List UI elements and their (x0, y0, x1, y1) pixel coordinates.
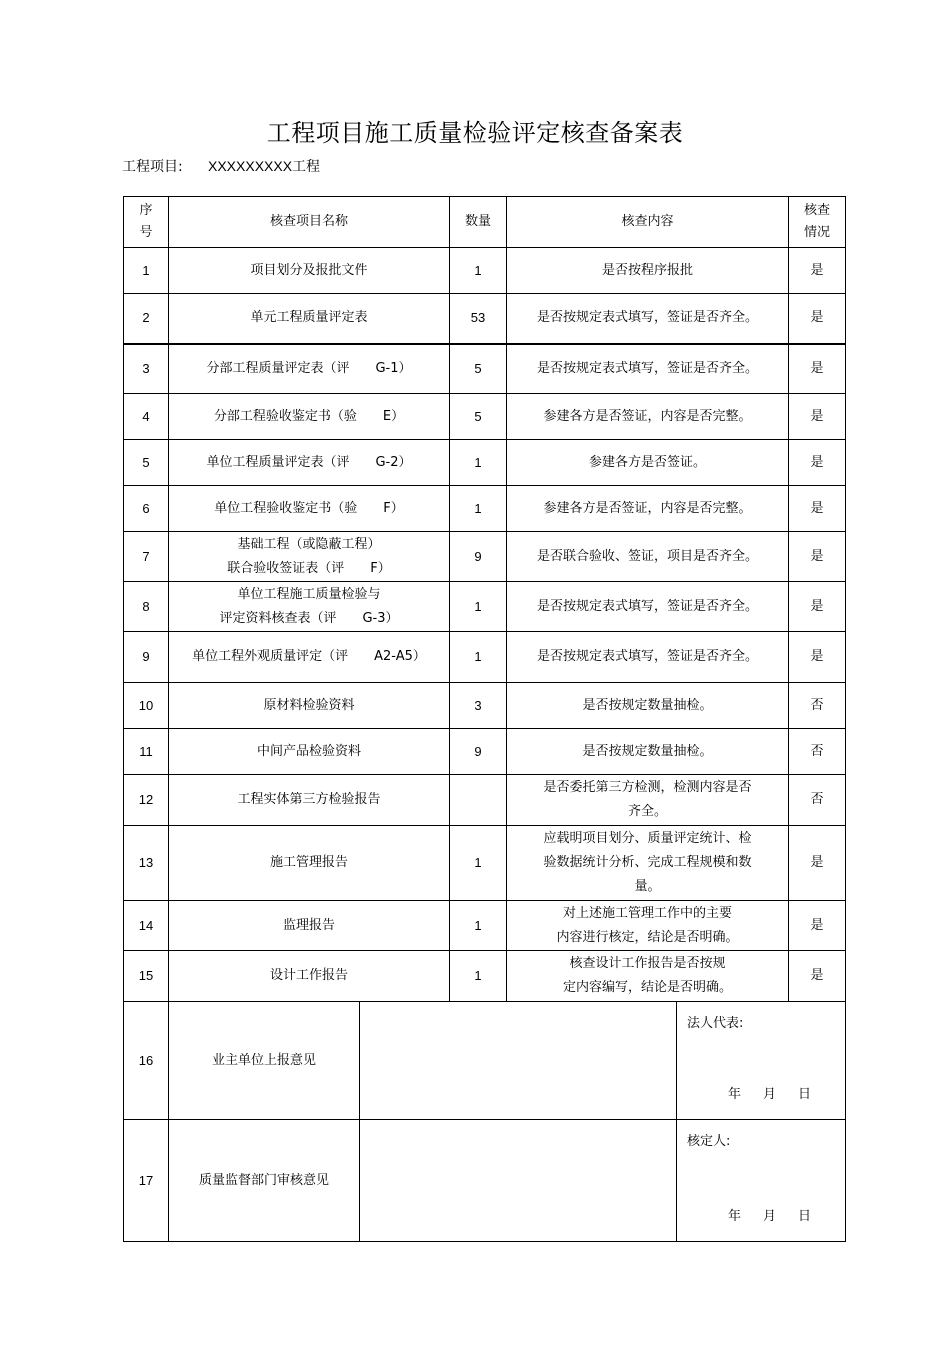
row-index: 8 (124, 582, 169, 632)
row-count: 1 (450, 486, 507, 532)
row-count: 1 (450, 901, 507, 951)
table-row (124, 486, 846, 532)
project-line (122, 156, 320, 176)
row-content: 对上述施工管理工作中的主要 内容进行核定，结论是否明确。 (507, 901, 789, 951)
row-index: 1 (124, 248, 169, 294)
row-name: 工程实体第三方检验报告 (169, 775, 450, 826)
header-name: 核查项目名称 (169, 197, 450, 248)
row-result: 否 (789, 683, 846, 729)
row-result: 是 (789, 532, 846, 582)
row-content: 是否按规定数量抽检。 (507, 729, 789, 775)
row-count: 9 (450, 532, 507, 582)
table-row (124, 532, 846, 582)
signature-date (706, 1083, 811, 1107)
signature-cell (677, 1002, 846, 1120)
table-row (124, 582, 846, 632)
opinion-text-area[interactable] (360, 1120, 677, 1242)
row-content: 核查设计工作报告是否按规 定内容编写，结论是否明确。 (507, 951, 789, 1002)
row-index: 13 (124, 826, 169, 901)
row-result: 否 (789, 775, 846, 826)
row-index: 2 (124, 294, 169, 344)
row-count: 5 (450, 344, 507, 394)
row-name: 基础工程（或隐蔽工程） 联合验收签证表（评 F） (169, 532, 450, 582)
project-label: 工程项目: (122, 159, 183, 175)
row-name: 施工管理报告 (169, 826, 450, 901)
signature-label: 法人代表: (687, 1016, 744, 1031)
row-index: 15 (124, 951, 169, 1002)
row-count: 3 (450, 683, 507, 729)
row-index: 12 (124, 775, 169, 826)
row-result: 是 (789, 394, 846, 440)
signature-date (706, 1205, 811, 1229)
row-name: 中间产品检验资料 (169, 729, 450, 775)
row-name: 项目划分及报批文件 (169, 248, 450, 294)
row-content: 是否联合验收、签证，项目是否齐全。 (507, 532, 789, 582)
row-name: 分部工程验收鉴定书（验 E） (169, 394, 450, 440)
row-count: 1 (450, 632, 507, 683)
row-count: 1 (450, 248, 507, 294)
row-content: 参建各方是否签证，内容是否完整。 (507, 394, 789, 440)
row-name: 单元工程质量评定表 (169, 294, 450, 344)
project-value: XXXXXXXXX工程 (208, 158, 321, 174)
row-index: 5 (124, 440, 169, 486)
opinion-row (124, 1002, 846, 1120)
row-index: 11 (124, 729, 169, 775)
row-name: 原材料检验资料 (169, 683, 450, 729)
header-content: 核查内容 (507, 197, 789, 248)
row-name: 监理报告 (169, 901, 450, 951)
row-result: 是 (789, 632, 846, 683)
table-row (124, 775, 846, 826)
row-count: 1 (450, 582, 507, 632)
table-row (124, 394, 846, 440)
row-result: 是 (789, 486, 846, 532)
row-content: 是否按规定表式填写，签证是否齐全。 (507, 632, 789, 683)
opinion-index: 16 (124, 1002, 169, 1120)
header-index-text: 序号 (139, 203, 153, 240)
row-result: 是 (789, 901, 846, 951)
row-name: 单位工程施工质量检验与 评定资料核查表（评 G-3） (169, 582, 450, 632)
row-result: 是 (789, 294, 846, 344)
row-result: 是 (789, 826, 846, 901)
signature-cell (677, 1120, 846, 1242)
inspection-table (123, 196, 846, 1242)
date-year: 年 (727, 1209, 741, 1224)
row-content: 参建各方是否签证。 (507, 440, 789, 486)
row-result: 是 (789, 440, 846, 486)
header-result-text: 核查情况 (804, 203, 831, 240)
table-row (124, 294, 846, 344)
table-row (124, 729, 846, 775)
header-index (124, 197, 169, 248)
date-day: 日 (797, 1209, 811, 1224)
opinion-text-area[interactable] (360, 1002, 677, 1120)
row-result: 是 (789, 582, 846, 632)
row-count: 53 (450, 294, 507, 344)
row-index: 10 (124, 683, 169, 729)
row-result: 是 (789, 248, 846, 294)
header-result (789, 197, 846, 248)
row-count: 1 (450, 826, 507, 901)
row-content: 是否按程序报批 (507, 248, 789, 294)
row-name: 单位工程外观质量评定（评 A2-A5） (169, 632, 450, 683)
opinion-index: 17 (124, 1120, 169, 1242)
row-index: 14 (124, 901, 169, 951)
opinion-row (124, 1120, 846, 1242)
row-index: 9 (124, 632, 169, 683)
row-count: 1 (450, 440, 507, 486)
table-row (124, 632, 846, 683)
row-count: 1 (450, 951, 507, 1002)
row-count: 9 (450, 729, 507, 775)
opinion-name: 业主单位上报意见 (169, 1002, 360, 1120)
row-content: 是否按规定表式填写，签证是否齐全。 (507, 344, 789, 394)
page-title: 工程项目施工质量检验评定核查备案表 (266, 119, 684, 147)
row-count: 5 (450, 394, 507, 440)
date-month: 月 (762, 1209, 776, 1224)
table-row (124, 951, 846, 1002)
row-index: 3 (124, 344, 169, 394)
table-row (124, 826, 846, 901)
row-name: 分部工程质量评定表（评 G-1） (169, 344, 450, 394)
table-row (124, 440, 846, 486)
signature-label: 核定人: (687, 1134, 731, 1149)
row-result: 是 (789, 951, 846, 1002)
row-content: 是否按规定数量抽检。 (507, 683, 789, 729)
opinion-name: 质量监督部门审核意见 (169, 1120, 360, 1242)
table-row (124, 248, 846, 294)
row-content: 应载明项目划分、质量评定统计、检 验数据统计分析、完成工程规模和数 量。 (507, 826, 789, 901)
row-result: 否 (789, 729, 846, 775)
row-content: 是否按规定表式填写，签证是否齐全。 (507, 294, 789, 344)
row-count (450, 775, 507, 826)
header-count: 数量 (450, 197, 507, 248)
table-row (124, 344, 846, 394)
row-result: 是 (789, 344, 846, 394)
row-name: 单位工程质量评定表（评 G-2） (169, 440, 450, 486)
row-name: 单位工程验收鉴定书（验 F） (169, 486, 450, 532)
table-row (124, 901, 846, 951)
row-index: 6 (124, 486, 169, 532)
date-year: 年 (727, 1087, 741, 1102)
row-index: 4 (124, 394, 169, 440)
row-content: 是否按规定表式填写，签证是否齐全。 (507, 582, 789, 632)
header-row (124, 197, 846, 248)
row-index: 7 (124, 532, 169, 582)
row-content: 是否委托第三方检测，检测内容是否 齐全。 (507, 775, 789, 826)
row-name: 设计工作报告 (169, 951, 450, 1002)
date-day: 日 (797, 1087, 811, 1102)
date-month: 月 (762, 1087, 776, 1102)
row-content: 参建各方是否签证，内容是否完整。 (507, 486, 789, 532)
table-row (124, 683, 846, 729)
